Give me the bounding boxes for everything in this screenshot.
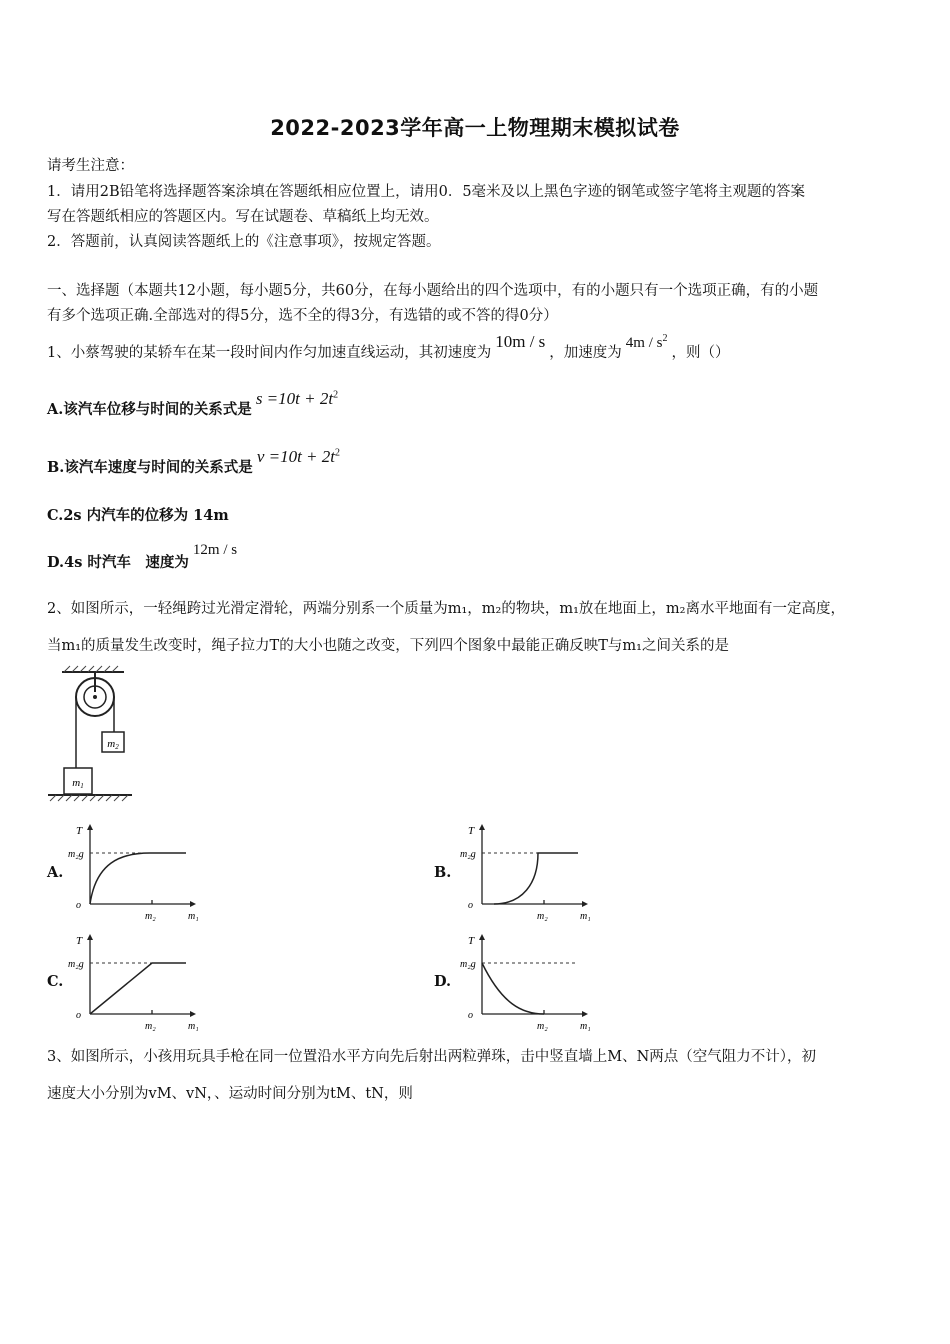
q2-graph-b: [458, 820, 608, 925]
q1-stem-text-a: 1、小蔡驾驶的某轿车在某一段时间内作匀加速直线运动，其初速度为: [47, 345, 492, 361]
x-axis-label: m₁: [580, 911, 591, 922]
curve: [494, 853, 578, 904]
q3-stem-line-2: 速度大小分别为vM、vN，、运动时间分别为tM、tN，则: [47, 1086, 413, 1102]
level-label: m₂g: [460, 849, 476, 860]
y-axis-label: T: [76, 825, 83, 837]
level-label: m₂g: [68, 959, 84, 970]
curve: [90, 853, 186, 904]
origin-label: o: [76, 900, 81, 911]
curve: [482, 963, 544, 1014]
x-axis-arrow: [190, 1011, 196, 1017]
x-axis-arrow: [582, 1011, 588, 1017]
origin-label: o: [468, 1010, 473, 1021]
y-axis-label: T: [76, 935, 83, 947]
tick-label: m₂: [145, 911, 156, 922]
q1-initial-velocity: 10m / s: [495, 332, 546, 351]
tick-label: m₂: [145, 1021, 156, 1032]
origin-label: o: [468, 900, 473, 911]
level-label: m₂g: [68, 849, 84, 860]
q2-option-c-label[interactable]: C.: [47, 973, 64, 990]
x-axis-label: m₁: [580, 1021, 591, 1032]
x-axis-label: m₁: [188, 1021, 199, 1032]
q1-stem-text-b: ，加速度为: [549, 345, 622, 361]
y-axis-arrow: [87, 934, 93, 940]
page-title: 2022-2023学年高一上物理期末模拟试卷: [270, 116, 680, 140]
q1-stem-text-c: ，则（）: [671, 345, 730, 361]
q2-stem-line-1: 2、如图所示，一轻绳跨过光滑定滑轮，两端分别系一个质量为m₁，m₂的物块，m₁放在地面上，m₂离水平地面有一定高度，: [47, 601, 845, 617]
q1-acceleration: 4m / s: [625, 335, 663, 351]
fig-m2-label: m2: [107, 738, 119, 751]
q1-option-b-expr: v =10t + 2t: [256, 447, 335, 466]
x-axis-arrow: [582, 901, 588, 907]
q1-option-d[interactable]: [47, 542, 238, 572]
origin-label: o: [76, 1010, 81, 1021]
q2-graph-a: [66, 820, 216, 925]
q1-option-b-label: B.该汽车速度与时间的关系式是: [47, 459, 253, 476]
q1-option-d-value: 12m / s: [192, 542, 238, 558]
q2-option-a-label[interactable]: A.: [47, 864, 64, 881]
q2-option-b-label[interactable]: B.: [434, 864, 452, 881]
curve: [90, 963, 186, 1014]
y-axis-label: T: [468, 935, 475, 947]
notice-line-1: 1．请用2B铅笔将选择题答案涂填在答题纸相应位置上，请用0．5毫米及以上黑色字迹的钢笔或签字笔将主观题的答案: [47, 184, 806, 200]
tick-label: m₂: [537, 911, 548, 922]
q3-stem-line-1: 3、如图所示，小孩用玩具手枪在同一位置沿水平方向先后射出两粒弹珠，击中竖直墙上M、N两点（空气阻力不计），初: [47, 1049, 817, 1065]
q1-option-a-exp: 2: [333, 389, 339, 401]
q1-option-a[interactable]: [47, 389, 339, 419]
section-line-2: 有多个选项正确.全部选对的得5分，选不全的得3分，有选错的或不答的得0分）: [47, 308, 558, 324]
q1-option-b[interactable]: [47, 447, 340, 477]
q2-stem-line-2: 当m₁的质量发生改变时，绳子拉力T的大小也随之改变，下列四个图象中最能正确反映T与m₁之间关系的是: [47, 638, 729, 654]
y-axis-arrow: [479, 934, 485, 940]
notice-line-1b: 写在答题纸相应的答题区内。写在试题卷、草稿纸上均无效。: [47, 209, 439, 225]
y-axis-arrow: [87, 824, 93, 830]
level-label: m₂g: [460, 959, 476, 970]
notice-line-2: 2．答题前，认真阅读答题纸上的《注意事项》，按规定答题。: [47, 234, 441, 250]
notice-heading: 请考生注意：: [47, 158, 134, 174]
q1-option-d-label: D.4s 时汽车 速度为: [47, 554, 189, 571]
q1-option-b-exp: 2: [335, 447, 340, 459]
q1-option-c[interactable]: C.2s 内汽车的位移为 14m: [47, 507, 229, 524]
section-line-1: 一、选择题（本题共12小题，每小题5分，共60分，在每小题给出的四个选项中，有的小题只有一个选项正确，有的小题: [47, 283, 819, 299]
x-axis-arrow: [190, 901, 196, 907]
q2-graph-c: [66, 930, 216, 1035]
tick-label: m₂: [537, 1021, 548, 1032]
x-axis-label: m₁: [188, 911, 199, 922]
q1-acceleration-exp: 2: [662, 333, 668, 344]
fig-m1-label: m1: [72, 777, 84, 790]
q2-graph-d: [458, 930, 608, 1035]
y-axis-arrow: [479, 824, 485, 830]
y-axis-label: T: [468, 825, 475, 837]
q1-stem: [47, 332, 730, 362]
q1-option-a-expr: s =10t + 2t: [255, 389, 334, 408]
q2-option-d-label[interactable]: D.: [434, 973, 452, 990]
pulley-figure: [40, 664, 150, 804]
q1-option-a-label: A.该汽车位移与时间的关系式是: [47, 401, 252, 418]
